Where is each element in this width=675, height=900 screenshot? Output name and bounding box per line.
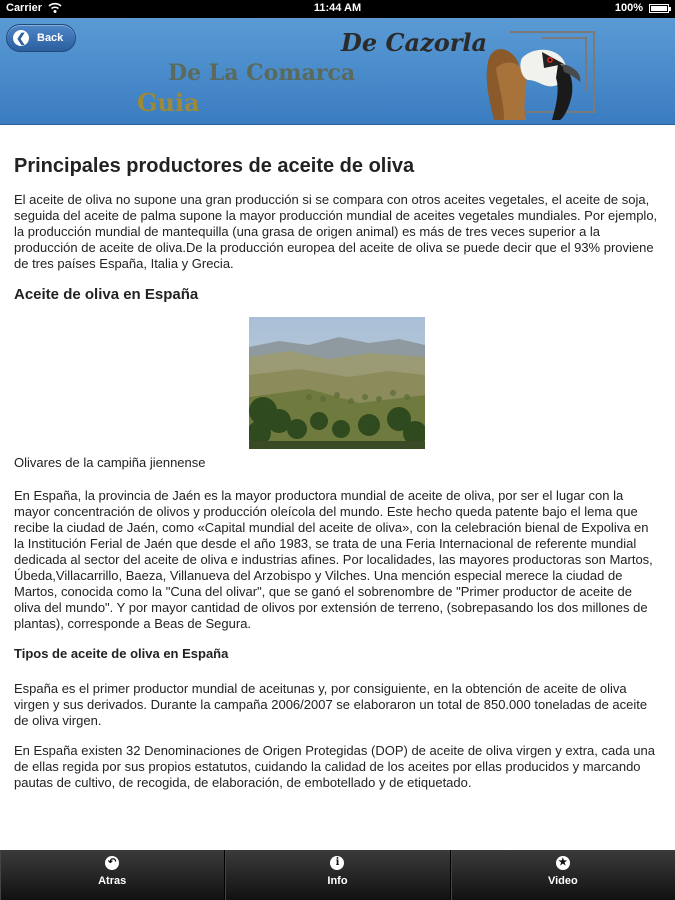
logo-text-guia: Guia [137, 88, 200, 117]
section-title: Aceite de oliva en España [14, 286, 199, 303]
olive-grove-photo [249, 317, 425, 449]
info-icon: i [330, 856, 344, 870]
tab-info-label: Info [327, 875, 348, 887]
tab-video[interactable] [451, 850, 675, 900]
back-label: Back [37, 32, 64, 44]
article-content [14, 124, 659, 850]
subsection-title: Tipos de aceite de oliva en España [14, 646, 229, 661]
logo-text-cazorla: De Cazorla [341, 28, 488, 57]
tab-atras-label: Atras [98, 875, 127, 887]
status-bar [0, 0, 675, 18]
battery-percent: 100% [614, 2, 643, 14]
back-button[interactable] [6, 24, 76, 52]
clock: 11:44 AM [313, 2, 362, 14]
tab-atras[interactable] [0, 850, 225, 900]
photo-caption: Olivares de la campiña jiennense [14, 455, 206, 470]
back-arrow-icon: ❮ [13, 30, 29, 46]
tab-video-label: Video [547, 875, 578, 887]
types-paragraph-1: España es el primer productor mundial de aceitunas y, por consiguiente, en la obtención de aceite de oliva virgen y sus derivados. Durante la campaña 2006/2007 se elaboraron un total de 850.000 toneladas de aceite de oliva virgen. [14, 681, 648, 728]
bottom-tab-bar [0, 850, 675, 900]
back-arrow-icon: ↶ [105, 856, 119, 870]
spain-paragraph: En España, la provincia de Jaén es la mayor productora mundial de aceite de oliva, por ser el lugar con la mayor concentración de olivos y producción oleícola del mundo. Este hecho queda patente bajo el lema que recibe la ciudad de Jaén, como «Capital mundial del aceite de oliva», con la celebración bienal de Expoliva en la Institución Ferial de Jaén que desde el año 1983, se trata de una Feria Internacional de referente mundial dedicada al sector del aceite de oliva e industrias afines. Por localidades, las mayores productoras son Martos, Úbeda,Villacarrillo, Baeza, Villanueva del Arzobispo y Vilches. Una mención especial merece la ciudad de Martos, conocida como la "Cuna del olivar", que se ganó el sobrenombre de "Primer productor de aceite de oliva del mundo". Y por mayor cantidad de olivos por extensión de terreno, (sobrepasando los dos millones de plantas), corresponde a Beas de Segura. [14, 488, 653, 631]
tab-info[interactable] [225, 850, 450, 900]
carrier-label: Carrier [6, 2, 43, 14]
types-paragraph-2: En España existen 32 Denominaciones de Origen Protegidas (DOP) de aceite de oliva virgen y extra, cada una de ellas regida por sus propios estatutos, cuidando la calidad de los aceites por ellas producidos y marcando pautas de cultivo, de recogida, de elaboración, de embotellado y de etiquetado. [14, 743, 655, 790]
app-header [0, 18, 675, 125]
article-title: Principales productores de aceite de oliva [14, 155, 415, 177]
battery-icon [649, 4, 669, 13]
vulture-logo-icon [482, 22, 604, 122]
intro-paragraph: El aceite de oliva no supone una gran producción si se compara con otros aceites vegetales, el aceite de soja, seguida del aceite de palma supone la mayor producción mundial de aceites vegetales mundiales. Por ejemplo, la producción mundial de mantequilla (una grasa de origen animal) es más de tres veces superior a la producción de aceite de oliva.De la producción europea del aceite de oliva se puede decir que el 93% proviene de tres países España, Italia y Grecia. [14, 192, 658, 271]
logo-text-comarca: De La Comarca [168, 60, 356, 86]
star-icon: ★ [556, 856, 570, 870]
